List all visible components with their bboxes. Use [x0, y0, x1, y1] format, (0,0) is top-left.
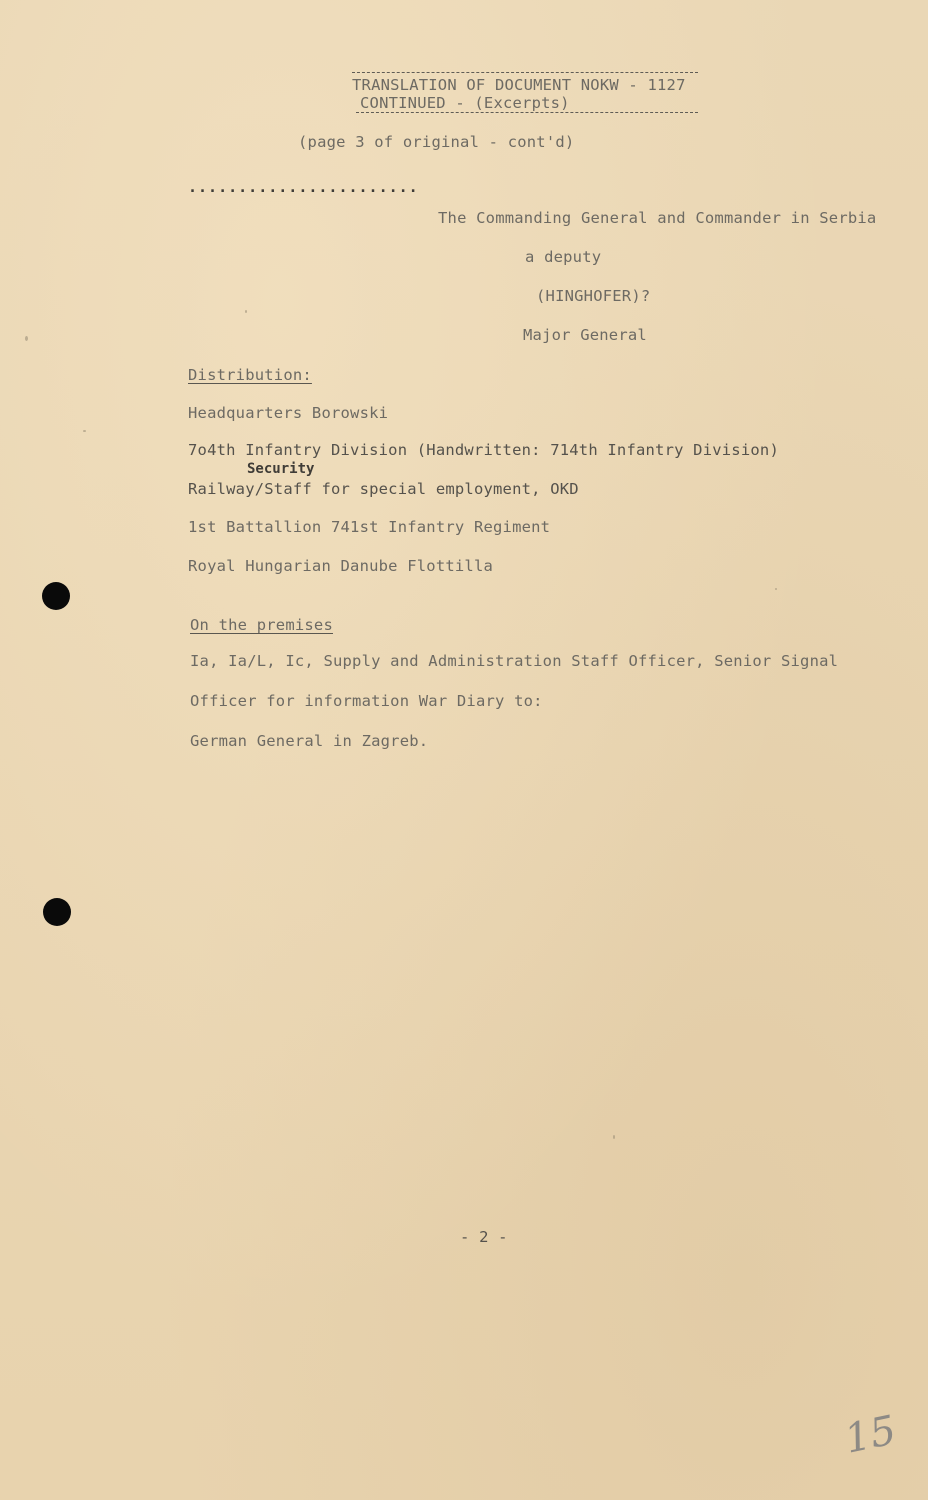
- premises-line: Ia, Ia/L, Ic, Supply and Administration Staff Officer, Senior Signal: [190, 652, 839, 670]
- distribution-item: Railway/Staff for special employment, OKD: [188, 480, 579, 498]
- distribution-heading: Distribution:: [188, 366, 312, 384]
- document-title-line1: TRANSLATION OF DOCUMENT NOKW - 1127: [352, 76, 686, 94]
- distribution-item: Headquarters Borowski: [188, 404, 389, 422]
- premises-heading: On the premises: [190, 616, 333, 634]
- punch-hole-top: [42, 582, 70, 610]
- page-reference: (page 3 of original - cont'd): [298, 133, 575, 151]
- paper-speck: [245, 310, 247, 313]
- signature-rank: Major General: [523, 326, 647, 344]
- distribution-item: 1st Battallion 741st Infantry Regiment: [188, 518, 551, 536]
- paper-speck: [775, 588, 777, 590]
- page-number: - 2 -: [460, 1228, 508, 1246]
- paper-speck: [83, 430, 86, 432]
- distribution-item: 7o4th Infantry Division (Handwritten: 714th Infantry Division): [188, 441, 779, 459]
- distribution-item: Royal Hungarian Danube Flottilla: [188, 557, 494, 575]
- punch-hole-bottom: [43, 898, 71, 926]
- signature-deputy: a deputy: [525, 248, 602, 266]
- signature-name: (HINGHOFER)?: [536, 287, 651, 305]
- paper-speck: [25, 336, 28, 341]
- document-title-line2: CONTINUED - (Excerpts): [360, 94, 570, 112]
- premises-line: German General in Zagreb.: [190, 732, 429, 750]
- title-bottom-rule: [356, 112, 698, 113]
- title-top-rule: [352, 72, 698, 73]
- paper-speck: [613, 1135, 615, 1139]
- handwritten-insertion: Security: [247, 461, 315, 477]
- handwritten-page-number: 15: [840, 1407, 901, 1463]
- premises-line: Officer for information War Diary to:: [190, 692, 543, 710]
- signature-title: The Commanding General and Commander in Serbia: [438, 209, 877, 227]
- separator-dots: .......................: [188, 178, 419, 196]
